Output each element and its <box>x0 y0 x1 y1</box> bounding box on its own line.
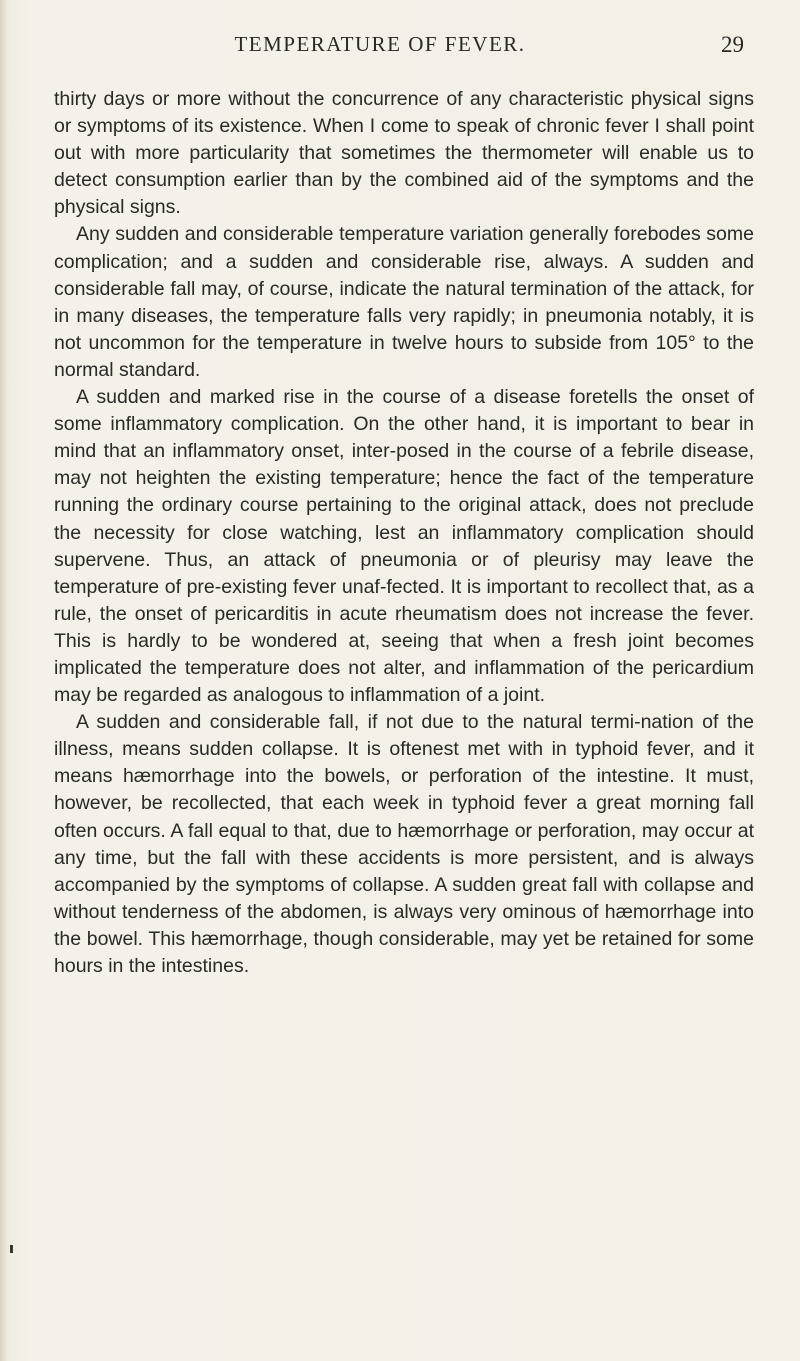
paragraph: thirty days or more without the concurrence of any characteristic physical signs or symptoms of its existence. When I come to speak of chronic fever I shall point out with more particularity that sometimes the thermometer will enable us to detect consumption earlier than by the combined aid of the symptoms and the physical signs. <box>54 88 754 219</box>
binding-edge <box>0 0 6 1361</box>
running-title: TEMPERATURE OF FEVER. <box>234 32 526 56</box>
body-text <box>54 86 754 980</box>
stray-ink-mark <box>10 1245 13 1253</box>
paragraph: A sudden and considerable fall, if not due to the natural termi-nation of the illness, means sudden collapse. It is oftenest met with in typhoid fever, and it means hæmorrhage into the bowels, or perforation of the intestine. It must, however, be recollected, that each week in typhoid fever a great morning fall often occurs. A fall equal to that, due to hæmorrhage or perforation, may occur at any time, but the fall with these accidents is more persistent, and is always accompanied by the symptoms of collapse. A sudden great fall with collapse and without tenderness of the abdomen, is always very ominous of hæmorrhage into the bowel. This hæmorrhage, though considerable, may yet be retained for some hours in the intestines. <box>54 711 754 977</box>
paragraph: Any sudden and considerable temperature variation generally forebodes some complication; and a sudden and considerable rise, always. A sudden and considerable fall may, of course, indicate the natural termination of the attack, for in many diseases, the temperature falls very rapidly; in pneumonia notably, it is not uncommon for the temperature in twelve hours to subside from 105° to the normal standard. <box>54 223 754 381</box>
page-header <box>0 32 800 72</box>
paragraph: A sudden and marked rise in the course of a disease foretells the onset of some inflammatory complication. On the other hand, it is important to bear in mind that an inflammatory onset, inter-posed in the course of a febrile disease, may not heighten the existing temperature; hence the fact of the temperature running the ordinary course pertaining to the original attack, does not preclude the necessity for close watching, lest an inflammatory complication should supervene. Thus, an attack of pneumonia or of pleurisy may leave the temperature of pre-existing fever unaf-fected. It is important to recollect that, as a rule, the onset of pericarditis in acute rheumatism does not increase the fever. This is hardly to be wondered at, seeing that when a fresh joint becomes implicated the temperature does not alter, and inflammation of the pericardium may be regarded as analogous to inflammation of a joint. <box>54 386 754 707</box>
page-number: 29 <box>721 32 744 57</box>
